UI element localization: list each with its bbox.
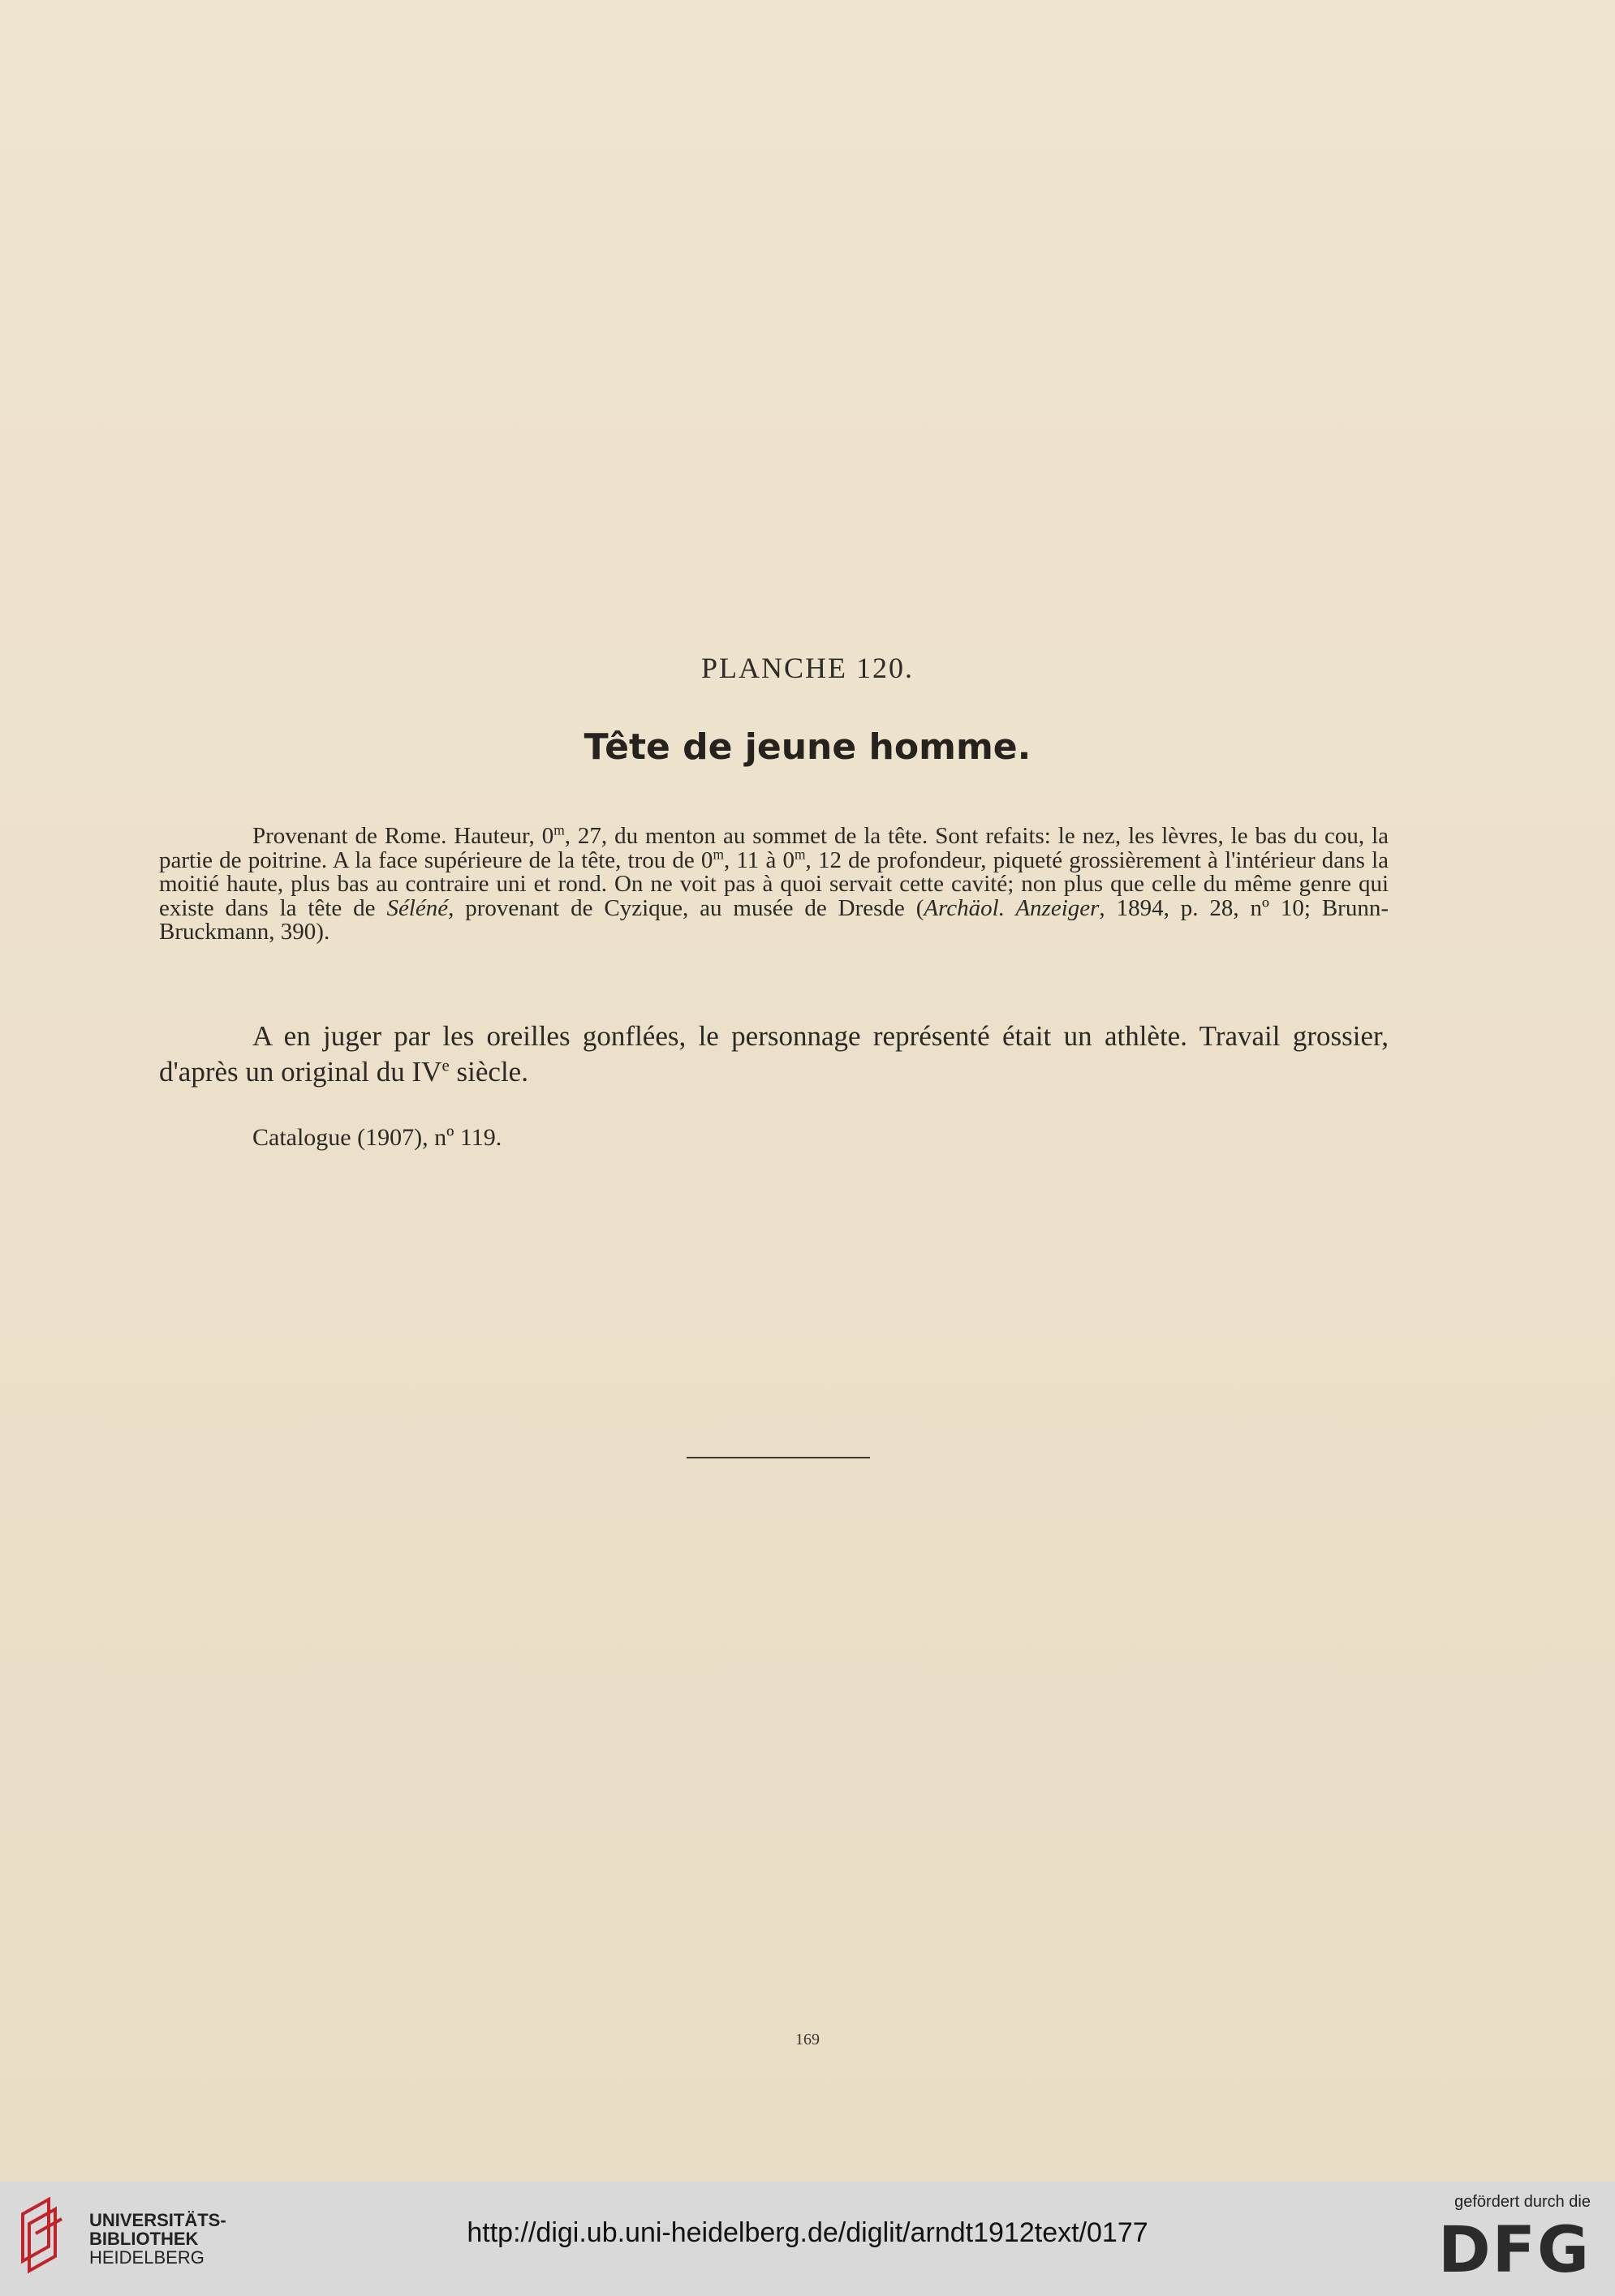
para1-text-2: , 27, du menton au sommet de la tête. Sont refaits: le nez, les lèvres, le bas du cou, la partie de poitrine. A la face supérieure de la tête, trou de 0 bbox=[159, 823, 1389, 873]
interpretation-paragraph bbox=[159, 1019, 1389, 1090]
description-paragraph bbox=[159, 821, 1389, 945]
catalogue-reference: Catalogue (1907), nº 119. bbox=[252, 1124, 502, 1151]
para1-text-4: , 12 de profondeur, piqueté grossièrement à l'intérieur dans la moitié haute, plus bas au contraire uni et rond. On ne voit pas à quoi servait cette cavité; non plus que celle du même genre qui existe dans la tête de bbox=[159, 846, 1389, 921]
page-number: 169 bbox=[795, 2031, 820, 2048]
end-rule bbox=[687, 1457, 870, 1458]
permalink-url[interactable]: http://digi.ub.uni-heidelberg.de/diglit/arndt1912text/0177 bbox=[467, 2217, 1148, 2248]
library-name-line1: UNIVERSITÄTS- bbox=[89, 2210, 226, 2230]
main-title: Tête de jeune homme. bbox=[584, 726, 1031, 768]
para1-text-1: Provenant de Rome. Hauteur, 0 bbox=[252, 823, 554, 849]
funded-by-label: gefördert durch die bbox=[1454, 2193, 1591, 2211]
para1-text-3: , 11 à 0 bbox=[723, 846, 795, 873]
para1-text-5: , provenant de Cyzique, au musée de Dresde ( bbox=[448, 894, 924, 921]
plate-title: PLANCHE 120. bbox=[700, 652, 914, 684]
para2-sup: e bbox=[441, 1055, 450, 1075]
para1-sup-3: m bbox=[795, 845, 806, 862]
dfg-logo: DFG bbox=[1437, 2214, 1591, 2287]
viewer-footer bbox=[0, 2182, 1615, 2296]
library-name-line3: HEIDELBERG bbox=[89, 2247, 205, 2268]
para1-italic-selene: Séléné bbox=[386, 894, 449, 921]
para2-text-2: siècle. bbox=[449, 1056, 528, 1088]
library-name-line2: BIBLIOTHEK bbox=[89, 2229, 199, 2249]
para1-text-6: , 1894, p. 28, nº 10; Brunn-Bruckmann, 390). bbox=[159, 894, 1389, 945]
para1-italic-anzeiger: Archäol. Anzeiger bbox=[924, 894, 1100, 921]
para2-text-1: A en juger par les oreilles gonflées, le personnage représenté était un athlète. Travail grossier, d'après un original du IV bbox=[159, 1020, 1389, 1088]
para1-sup-1: m bbox=[553, 821, 565, 838]
para1-sup-2: m bbox=[713, 845, 724, 862]
